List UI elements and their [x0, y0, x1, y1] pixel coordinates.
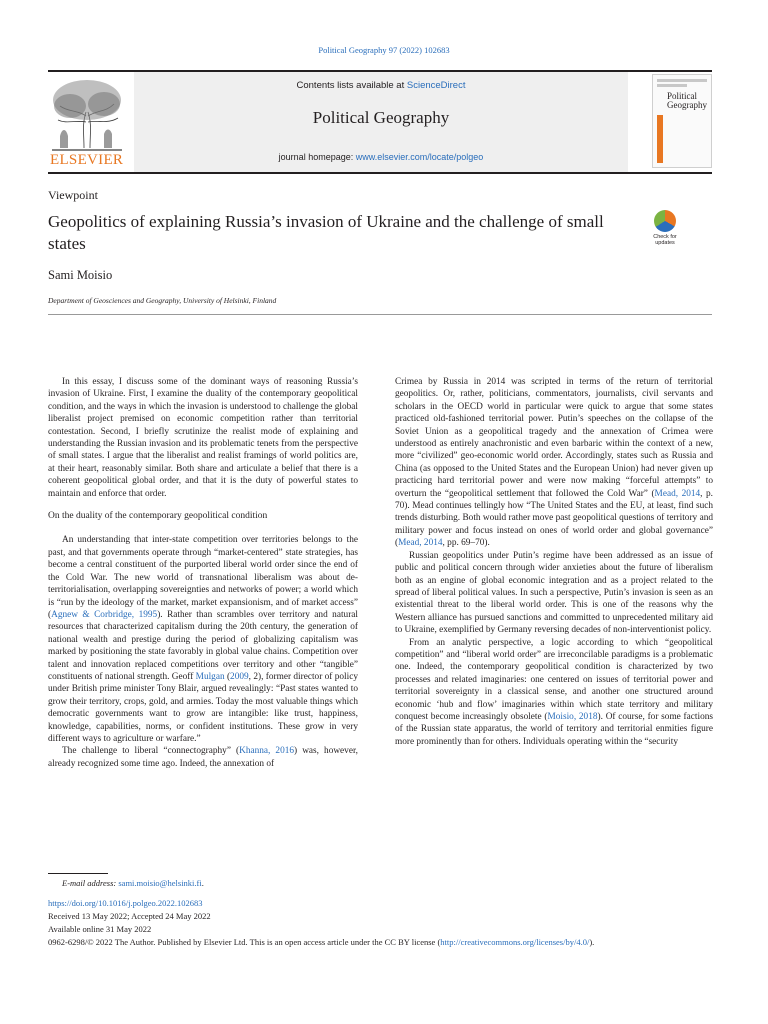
citation-link[interactable]: Khanna, 2016	[239, 746, 295, 757]
elsevier-wordmark: ELSEVIER	[50, 152, 124, 168]
author-email-line: E-mail address: sami.moisio@helsinki.fi.	[62, 878, 204, 888]
email-label: E-mail address:	[62, 878, 117, 888]
journal-homepage-line	[134, 152, 628, 162]
sciencedirect-link[interactable]: ScienceDirect	[406, 80, 466, 91]
citation-link[interactable]: Mulgan	[195, 671, 225, 682]
body-column-right	[395, 376, 713, 748]
cover-top-bar	[657, 84, 687, 87]
citation-link[interactable]: Moisio, 2018	[547, 711, 598, 722]
paragraph: Russian geopolitics under Putin’s regime have been addressed as an issue of public and political concern through wider anxieties about the future of liberalism both as an engine of global economic integration and as a project related to the spread of liberal political values. In such a perspective, Putin’s invasion is seen as an existential threat to the liberal world order. This is one of the reasons why the Western alliance has pursued sanctions and committed to unprecedented military aid to Ukraine, exemplified by Germany reversing decades of non-interventionist policy.	[395, 550, 713, 636]
journal-cover-thumbnail[interactable]	[652, 74, 712, 168]
journal-title: Political Geography	[312, 108, 450, 127]
author-name[interactable]: Sami Moisio	[48, 268, 113, 282]
check-for-updates-button[interactable]	[645, 210, 685, 250]
journal-reference-link[interactable]: Political Geography 97 (2022) 102683	[318, 45, 450, 55]
body-column-left	[48, 376, 358, 770]
contents-available-line	[134, 80, 628, 91]
contents-prefix: Contents lists available at	[296, 80, 407, 91]
cover-top-bar	[657, 79, 707, 82]
footnote-divider	[48, 873, 108, 874]
article-type: Viewpoint	[48, 188, 98, 202]
divider	[48, 314, 712, 315]
citation-link[interactable]: Mead, 2014	[654, 488, 701, 499]
homepage-prefix: journal homepage:	[278, 152, 356, 162]
check-updates-icon	[654, 210, 676, 232]
citation-link[interactable]: Agnew & Corbridge, 1995	[51, 609, 158, 620]
section-heading: On the duality of the contemporary geopolitical condition	[48, 511, 268, 522]
author-affiliation: Department of Geosciences and Geography, University of Helsinki, Finland	[48, 296, 277, 305]
doi-link	[48, 898, 203, 908]
cover-title: Geography	[667, 100, 707, 110]
journal-info-box	[134, 72, 628, 172]
paragraph: In this essay, I discuss some of the dominant ways of reasoning Russia’s invasion of Ukraine. First, I examine the duality of the contemporary geopolitical condition, and the ways in which the invasion is understood to challenge the global liberalist project premised on economic competition rather than territorial contestation. Second, I briefly scrutinize the realist mode of explaining and understanding the Russian invasion and its problematic tenets from the perspective of small states. I argue that the liberalist and realist framings of world politics are, at their heart, reasonably similar. Both share and articulate a belief that there is a coherent geopolitical global order, and that it is the duty of powerful states to maintain and enforce that order.	[48, 377, 358, 499]
license-statement: 0962-6298/© 2022 The Author. Published by Elsevier Ltd. This is an open access article under the CC BY license (http://creativecommons.org/licenses/by/4.0/).	[48, 937, 595, 947]
cover-title: Political	[667, 91, 697, 101]
check-updates-label: Check for updates	[653, 234, 677, 246]
received-dates: Received 13 May 2022; Accepted 24 May 2022	[48, 911, 211, 921]
license-link[interactable]: http://creativecommons.org/licenses/by/4.0/	[440, 937, 590, 947]
citation-link[interactable]: Mead, 2014	[398, 538, 443, 549]
cover-stripe	[657, 115, 663, 163]
journal-homepage-link[interactable]: www.elsevier.com/locate/polgeo	[355, 152, 484, 162]
paragraph: Crimea by Russia in 2014 was scripted in terms of the return of territorial geopolitics. Or, rather, politicians, commentators, journalists, civil servants and scholars in the OECD world in particular were quick to argue that some states practiced old-fashioned territorial power. Putin’s speeches on the collapse of the Soviet Union as a geopolitical tragedy and the annexation of Crimea were understood as entirely anachronistic and even barbaric within the context of a new, more “civilized” geo-economic world order. Accordingly, states such as Russia and China (as opposed to the United States and the European Union) had never given up practicing hard territorial power and were now making “forceful attempts” to overturn the “geopolitical settlement that followed the Cold War” (Mead, 2014, p. 70). Mead continues tellingly how “The United States and the EU, at least, find such trends disturbing. Both would rather move past geopolitical questions of territory and military power and focus instead on ones of world order and global governance” (Mead, 2014, pp. 69–70).	[395, 377, 713, 549]
article-title: Geopolitics of explaining Russia’s invasion of Ukraine and the challenge of small states	[48, 212, 604, 253]
available-online-date: Available online 31 May 2022	[48, 924, 152, 934]
author-email-link[interactable]: sami.moisio@helsinki.fi	[118, 878, 202, 888]
journal-header	[48, 70, 712, 174]
paragraph: An understanding that inter-state competition over territories belongs to the past, and that governments operate through “market-centered” state strategies, has become a central constituent of the purported liberal world order since the end of the Cold War. The new world of transnational liberalism was about de-territorialisation, overlapping sovereignties and networks of power; a world which is “run by the ideology of the market, market expansionism, and of market access” (Agnew & Corbridge, 1995). Rather than scrambles over territory and natural resources that characterized capitalism during the 20th century, the generation of national wealth and prestige during the period of globalizing capitalism was marked by positioning the state favorably in global value chains. Competition over talent and innovation replaced competitions over territory and other “tangible” constituents of national strength. Geoff Mulgan (2009, 2), former director of policy under British prime minister Tony Blair, argued revealingly: “Past states wanted to grow their territory, crops, gold, and armies. Today the most valuable things which democratic governments want to grow are intangible: like trust, happiness, knowledge, capabilities, norms, or confident institutions. These grow in very different ways to agriculture or warfare.”	[48, 535, 358, 744]
paragraph: From an analytic perspective, a logic according to which “geopolitical competition” and “liberal world order” are irreconcilable paradigms is a problematic one. Indeed, the contemporary geopolitical condition is characterized by two processes and related imaginaries: one centered on issues of territorial power and territorial sovereignty in a classical sense, and another one structured around economic ‘hub and flow’ imaginaries within which state territory and military conquest become increasingly obsolete (Moisio, 2018). Of course, for some factions of the Russian state apparatus, the world of territory and territorial enmities figure more prominently than for others. Individuals operating within the “security	[395, 637, 713, 747]
citation-link[interactable]: 2009	[230, 671, 249, 682]
paragraph: The challenge to liberal “connectography” (Khanna, 2016) was, however, already recognized some time ago. Indeed, the annexation of	[48, 746, 359, 769]
doi-url[interactable]: https://doi.org/10.1016/j.polgeo.2022.102683	[48, 898, 203, 908]
